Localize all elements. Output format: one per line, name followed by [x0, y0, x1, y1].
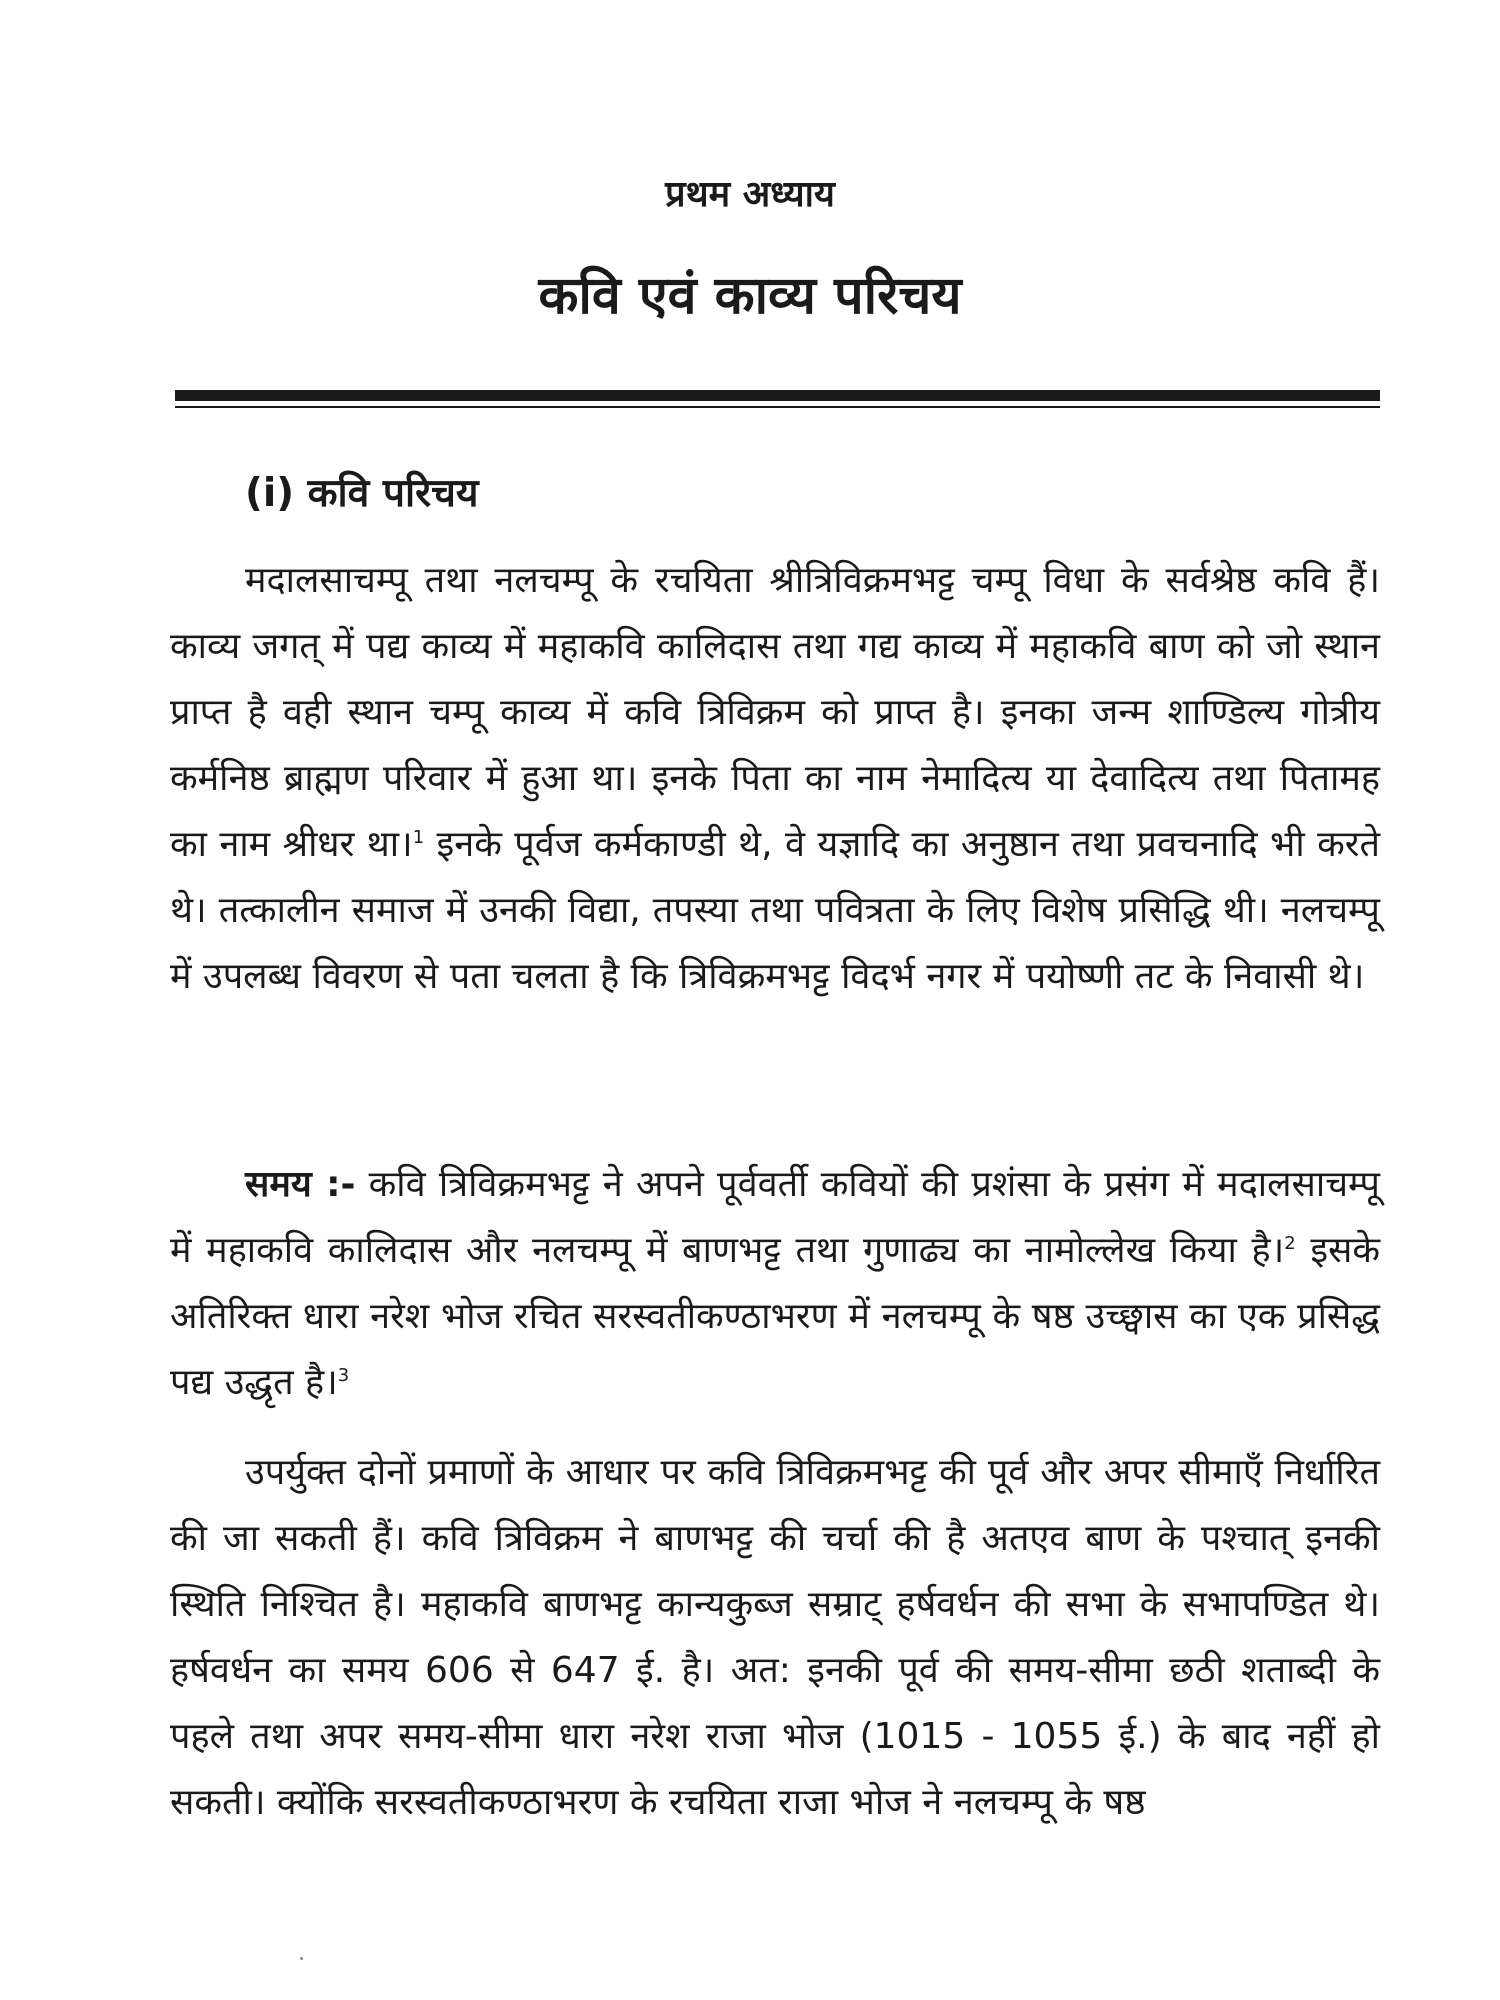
paragraph-text: मदालसाचम्पू तथा नलचम्पू के रचयिता श्रीत्रिविक्रमभट्ट चम्पू विधा के सर्वश्रेष्ठ कवि हैं। काव्य जगत् में पद्य काव्य में महाकवि कालिदास तथा गद्य काव्य में महाकवि बाण को जो स्थान प्राप्त है वही स्थान चम्पू काव्य में कवि त्रिविक्रम को प्राप्त है। इनका जन्म शाण्डिल्य गोत्रीय कर्मनिष्ठ ब्राह्मण परिवार में हुआ था। इनके पिता का नाम नेमादित्य या देवादित्य तथा पितामह का नाम श्रीधर था।: [170, 560, 1380, 865]
footnote-marker: 1: [412, 827, 425, 848]
title-divider-thin: [175, 406, 1380, 408]
footnote-marker: 3: [337, 1365, 350, 1386]
paragraph-dating-evidence: उपर्युक्त दोनों प्रमाणों के आधार पर कवि त्रिविक्रमभट्ट की पूर्व और अपर सीमाएँ निर्धारित की जा सकती हैं। कवि त्रिविक्रम ने बाणभट्ट की चर्चा की है अतएव बाण के पश्चात् इनकी स्थिति निश्चित है। महाकवि बाणभट्ट कान्यकुब्ज सम्राट् हर्षवर्धन की सभा के सभापण्डित थे। हर्षवर्धन का समय 606 से 647 ई. है। अत: इनकी पूर्व की समय-सीमा छठी शताब्दी के पहले तथा अपर समय-सीमा धारा नरेश राजा भोज (1015 - 1055 ई.) के बाद नहीं हो सकती। क्योंकि सरस्वतीकण्ठाभरण के रचयिता राजा भोज ने नलचम्पू के षष्ठ: [170, 1452, 1380, 1823]
paragraph-lead-term: समय :-: [245, 1164, 356, 1205]
paragraph-text: इनके पूर्वज कर्मकाण्डी थे, वे यज्ञादि का अनुष्ठान तथा प्रवचनादि भी करते थे। तत्कालीन समाज में उनकी विद्या, तपस्या तथा पवित्रता के लिए विशेष प्रसिद्धि थी। नलचम्पू में उपलब्ध विवरण से पता चलता है कि त्रिविक्रमभट्ट विदर्भ नगर में पयोष्णी तट के निवासी थे।: [170, 824, 1380, 997]
footnote-marker: 2: [1284, 1233, 1296, 1254]
chapter-label: प्रथम अध्याय: [665, 174, 835, 215]
chapter-title: कवि एवं काव्य परिचय: [538, 266, 962, 326]
paragraph-text: इसके अतिरिक्त धारा नरेश भोज रचित सरस्वतीकण्ठाभरण में नलचम्पू के षष्ठ उच्छ्वास का एक प्रसिद्ध पद्य उद्धृत है।: [170, 1230, 1380, 1403]
title-divider-thick: [175, 390, 1380, 401]
paragraph-poet-introduction: [170, 548, 1380, 1010]
paragraph-text: कवि त्रिविक्रमभट्ट ने अपने पूर्ववर्ती कवियों की प्रशंसा के प्रसंग में मदालसाचम्पू में महाकवि कालिदास और नलचम्पू में बाणभट्ट तथा गुणाढ्य का नामोल्लेख किया है।: [170, 1164, 1380, 1271]
section-heading: (i) कवि परिचय: [245, 471, 479, 516]
paragraph-period: [170, 1152, 1380, 1416]
scan-speck: [300, 1957, 303, 1960]
